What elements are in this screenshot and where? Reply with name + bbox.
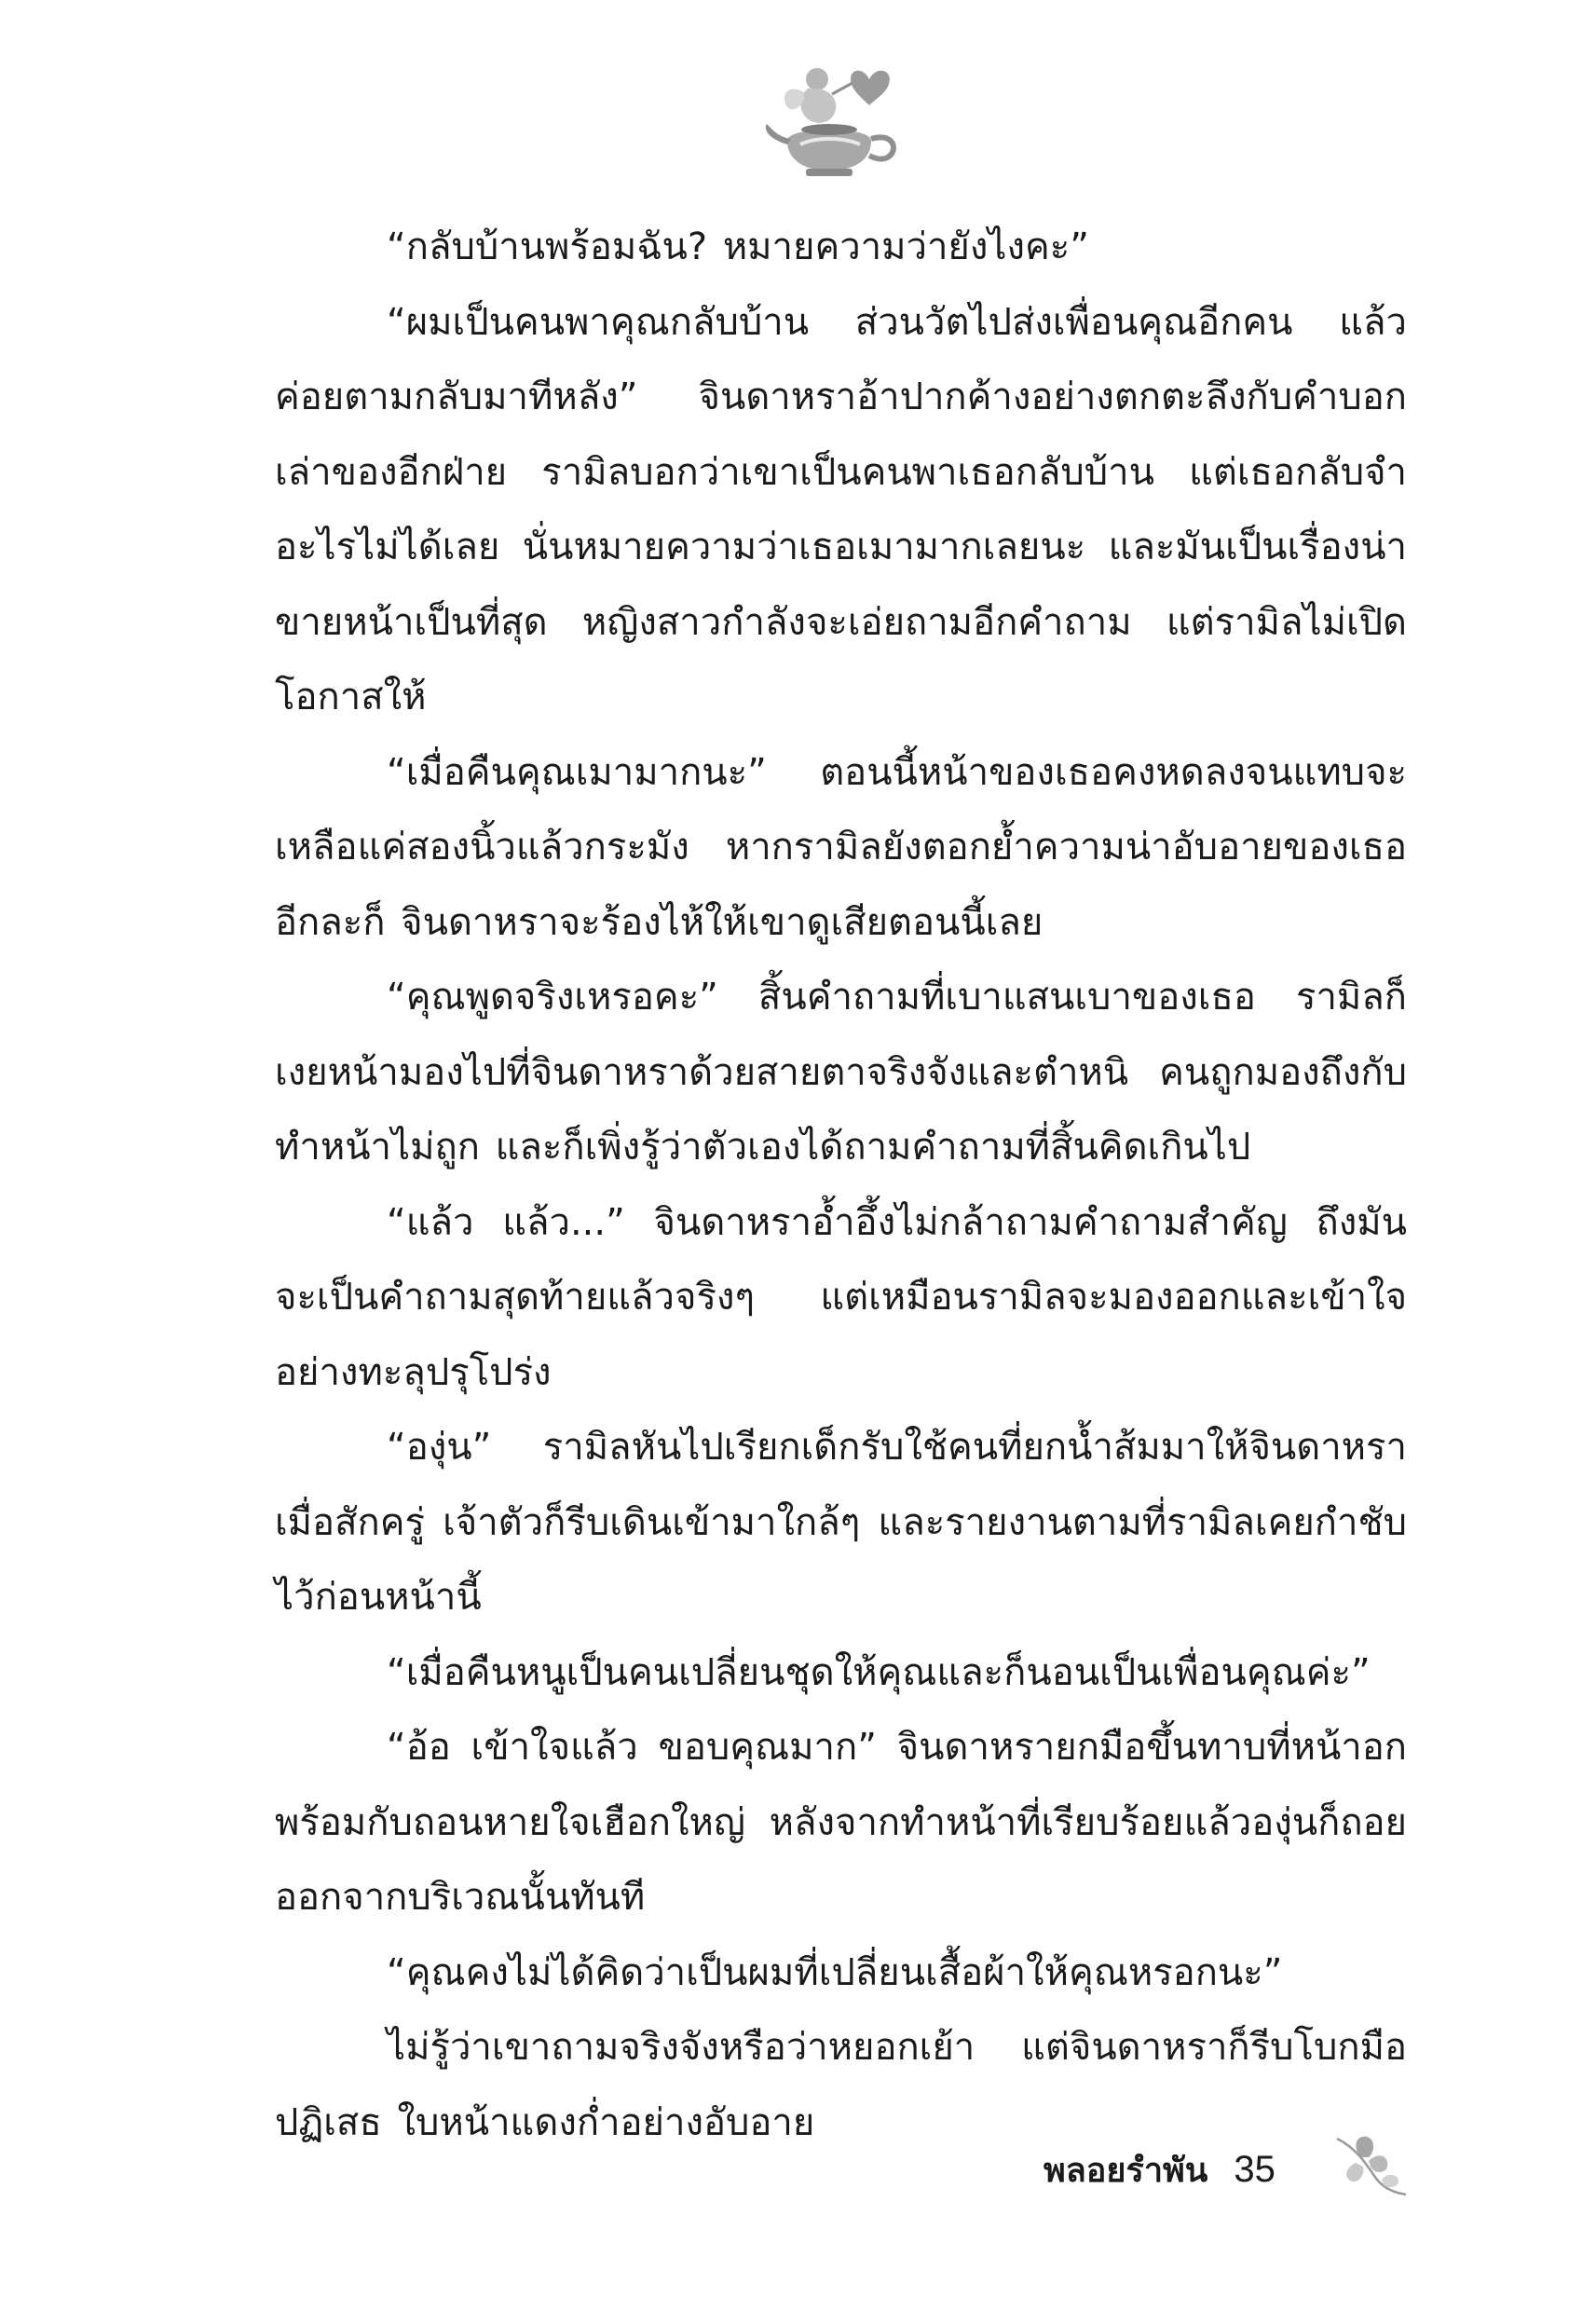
flower-ornament-icon <box>1328 2120 1412 2199</box>
paragraph: ไม่รู้ว่าเขาถามจริงจังหรือว่าหยอกเย้า แต่จินดาหราก็รีบโบกมือปฏิเสธ ใบหน้าแดงก่ำอย่างอับอาย <box>275 2026 1407 2144</box>
book-title: พลอยรำพัน <box>1044 2152 1208 2190</box>
paragraph: “อ้อ เข้าใจแล้ว ขอบคุณมาก” จินดาหรายกมือขึ้นทาบที่หน้าอกพร้อมกับถอนหายใจเฮือกใหญ่ หลังจากทำหน้าที่เรียบร้อยแล้วองุ่นก็ถอยออกจากบริเวณนั้นทันที <box>275 1726 1407 1919</box>
paragraph: “เมื่อคืนหนูเป็นคนเปลี่ยนชุดให้คุณและก็นอนเป็นเพื่อนคุณค่ะ” <box>387 1650 1371 1694</box>
paragraph: “องุ่น” รามิลหันไปเรียกเด็กรับใช้คนที่ยกน้ำส้มมาให้จินดาหราเมื่อสักครู่ เจ้าตัวก็รีบเดินเข้ามาใกล้ๆ และรายงานตามที่รามิลเคยกำชับไว้ก่อนหน้านี้ <box>275 1426 1407 1619</box>
paragraph: “เมื่อคืนคุณเมามากนะ” ตอนนี้หน้าของเธอคงหดลงจนแทบจะเหลือแค่สองนิ้วแล้วกระมัง หากรามิลยังตอกย้ำความน่าอับอายของเธออีกละก็ จินดาหราจะร้องไห้ให้เขาดูเสียตอนนี้เลย <box>275 750 1407 944</box>
cupid-teapot-ornament-icon <box>759 51 908 191</box>
paragraph: “แล้ว แล้ว...” จินดาหราอ้ำอึ้งไม่กล้าถามคำถามสำคัญ ถึงมันจะเป็นคำถามสุดท้ายแล้วจริงๆ แต่เหมือนรามิลจะมองออกและเข้าใจอย่างทะลุปรุโปร่ง <box>275 1200 1407 1394</box>
paragraph: “คุณคงไม่ได้คิดว่าเป็นผมที่เปลี่ยนเสื้อผ้าให้คุณหรอกนะ” <box>387 1950 1283 1994</box>
page-footer <box>1044 2143 1275 2196</box>
paragraph: “ผมเป็นคนพาคุณกลับบ้าน ส่วนวัตไปส่งเพื่อนคุณอีกคน แล้วค่อยตามกลับมาทีหลัง” จินดาหราอ้าปากค้างอย่างตกตะลึงกับคำบอกเล่าของอีกฝ่าย รามิลบอกว่าเขาเป็นคนพาเธอกลับบ้าน แต่เธอกลับจำอะไรไม่ได้เลย นั่นหมายความว่าเธอเมามากเลยนะ และมันเป็นเรื่องน่าขายหน้าเป็นที่สุด หญิงสาวกำลังจะเอ่ยถามอีกคำถาม แต่รามิลไม่เปิดโอกาสให้ <box>275 300 1407 718</box>
page-number: 35 <box>1234 2149 1275 2190</box>
paragraph: “คุณพูดจริงเหรอคะ” สิ้นคำถามที่เบาแสนเบาของเธอ รามิลก็เงยหน้ามองไปที่จินดาหราด้วยสายตาจริงจังและตำหนิ คนถูกมองถึงกับทำหน้าไม่ถูก และก็เพิ่งรู้ว่าตัวเองได้ถามคำถามที่สิ้นคิดเกินไป <box>275 976 1407 1169</box>
body-text <box>275 210 1407 2160</box>
paragraph: “กลับบ้านพร้อมฉัน? หมายความว่ายังไงคะ” <box>387 226 1089 268</box>
